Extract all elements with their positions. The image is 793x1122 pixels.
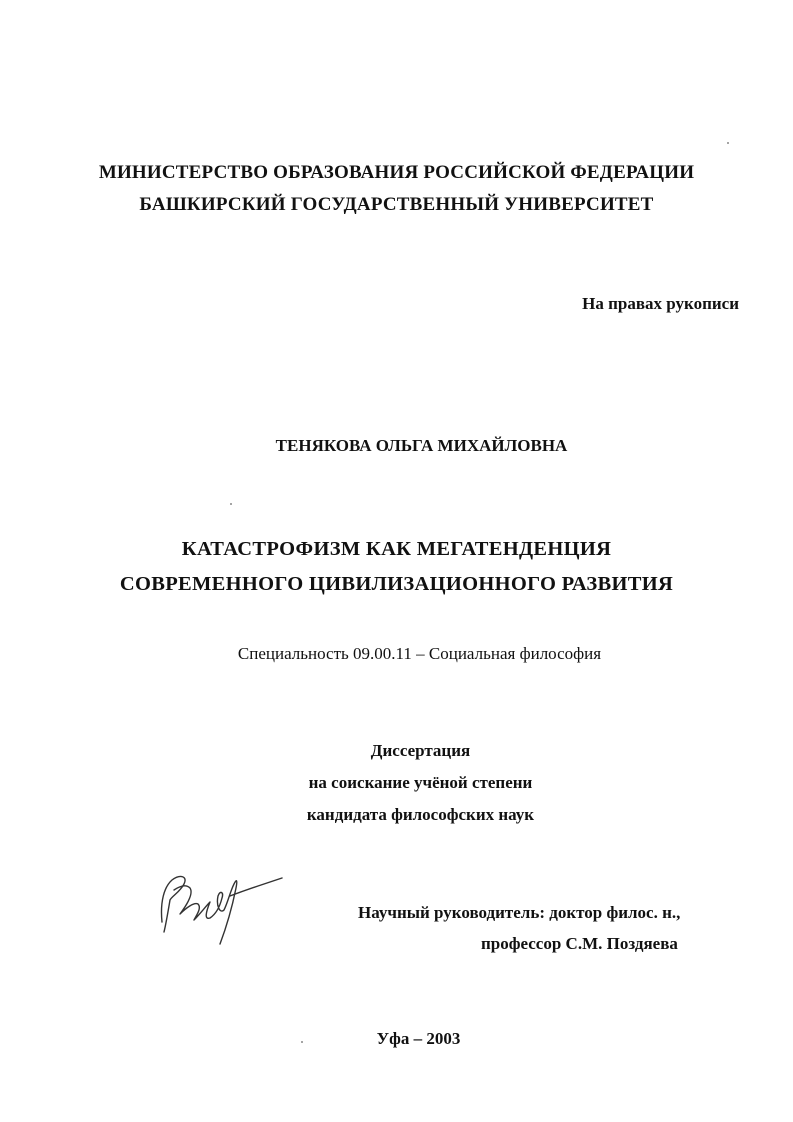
scan-speck bbox=[301, 1041, 303, 1043]
university-heading: БАШКИРСКИЙ ГОСУДАРСТВЕННЫЙ УНИВЕРСИТЕТ bbox=[139, 194, 654, 215]
author-name: ТЕНЯКОВА ОЛЬГА МИХАЙЛОВНА bbox=[275, 436, 568, 455]
degree-line-2: на соискание учёной степени bbox=[308, 773, 533, 792]
signature-icon bbox=[150, 862, 285, 957]
thesis-title-line-1: КАТАСТРОФИЗМ КАК МЕГАТЕНДЕНЦИЯ bbox=[181, 538, 612, 560]
place-and-year: Уфа – 2003 bbox=[376, 1029, 461, 1048]
scan-speck bbox=[727, 142, 729, 144]
degree-line-3: кандидата философских наук bbox=[306, 805, 535, 824]
ministry-heading: МИНИСТЕРСТВО ОБРАЗОВАНИЯ РОССИЙСКОЙ ФЕДЕРАЦИИ bbox=[98, 162, 695, 183]
scan-speck bbox=[230, 503, 232, 505]
degree-line-1: Диссертация bbox=[370, 741, 471, 760]
supervisor-line-1: Научный руководитель: доктор филос. н., bbox=[358, 903, 681, 922]
specialty: Специальность 09.00.11 – Социальная философия bbox=[237, 644, 602, 663]
supervisor-line-2: профессор С.М. Поздяева bbox=[481, 934, 678, 953]
thesis-title-line-2: СОВРЕМЕННОГО ЦИВИЛИЗАЦИОННОГО РАЗВИТИЯ bbox=[119, 573, 674, 595]
manuscript-note: На правах рукописи bbox=[582, 294, 739, 313]
